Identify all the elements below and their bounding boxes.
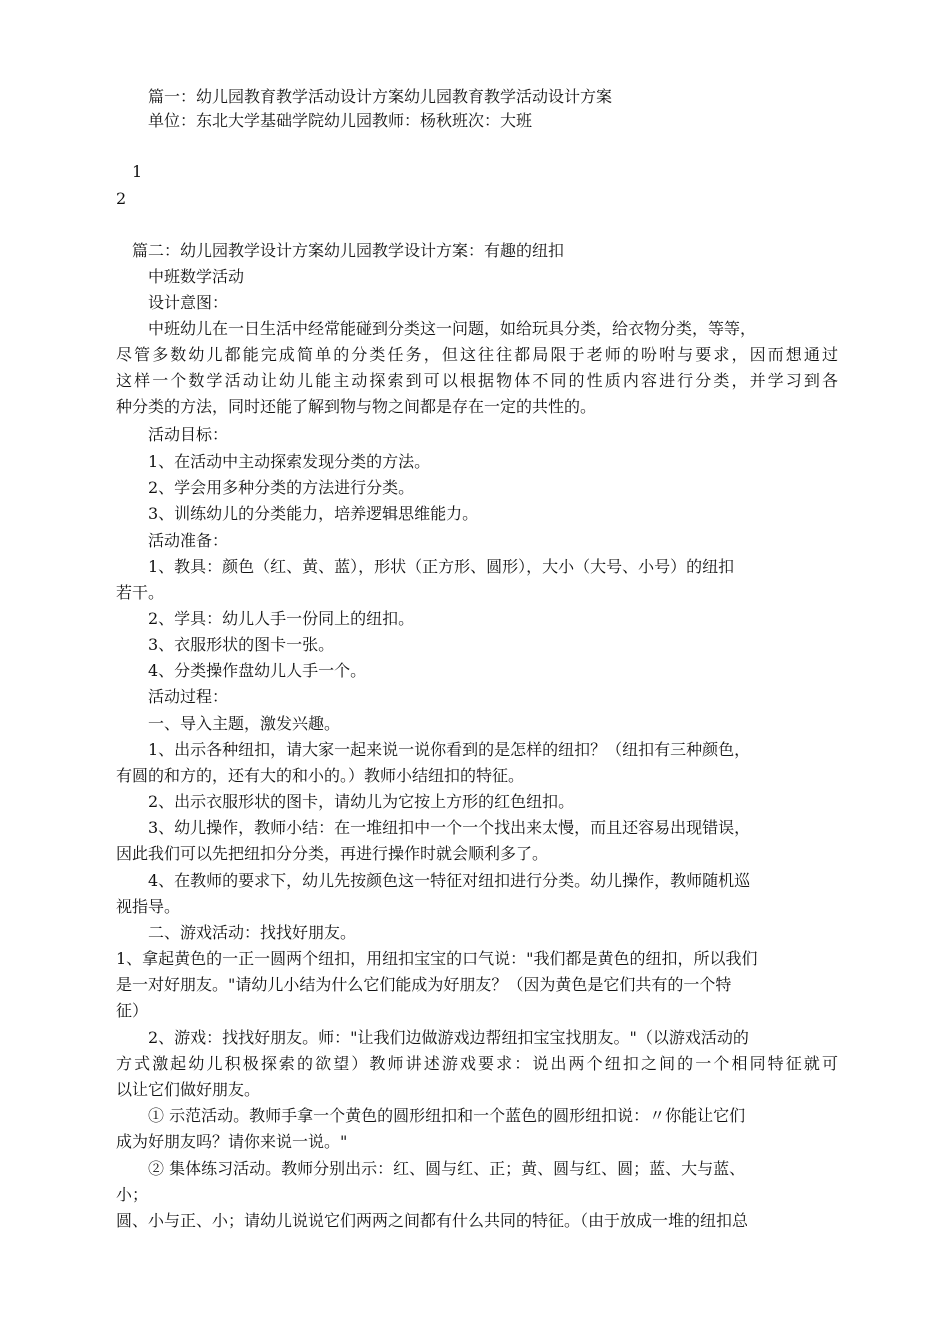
paragraph-line: ① 示范活动。教师手拿一个黄色的圆形纽扣和一个蓝色的圆形纽扣说：〃你能让它们 [148, 1106, 746, 1125]
paragraph-line: ② 集体练习活动。教师分别出示：红、圆与红、正；黄、圆与红、圆；蓝、大与蓝、 [148, 1159, 746, 1178]
paragraph-line: 中班幼儿在一日生活中经常能碰到分类这一问题，如给玩具分类，给衣物分类，等等， [148, 319, 757, 338]
paragraph-line: 2、出示衣服形状的图卡，请幼儿为它按上方形的红色纽扣。 [148, 792, 575, 811]
paragraph-line: 2、学会用多种分类的方法进行分类。 [148, 478, 415, 497]
section-2-title: 篇二：幼儿园教学设计方案幼儿园教学设计方案：有趣的纽扣 [132, 241, 565, 260]
section-1-unit-line: 单位：东北大学基础学院幼儿园教师：杨秋班次：大班 [148, 111, 533, 130]
paragraph-line: 若干。 [116, 583, 165, 602]
paragraph-line: 小； [116, 1185, 149, 1204]
paragraph-line: 种分类的方法，同时还能了解到物与物之间都是存在一定的共性的。 [116, 397, 597, 416]
paragraph-line: 因此我们可以先把纽扣分分类，再进行操作时就会顺利多了。 [116, 844, 549, 863]
paragraph-line: 活动过程： [148, 687, 229, 706]
paragraph-line: 3、训练幼儿的分类能力，培养逻辑思维能力。 [148, 504, 479, 523]
paragraph-line: 1、出示各种纽扣，请大家一起来说一说你看到的是怎样的纽扣？（纽扣有三种颜色， [148, 740, 751, 759]
paragraph-line: 活动目标： [148, 425, 229, 444]
paragraph-line: 方式激起幼儿积极探索的欲望）教师讲述游戏要求：说出两个纽扣之间的一个相同特征就可 [116, 1054, 838, 1073]
paragraph-line: 尽管多数幼儿都能完成简单的分类任务，但这往往都局限于老师的吩咐与要求，因而想通过 [116, 345, 838, 364]
paragraph-line: 征） [116, 1001, 149, 1020]
paragraph-line: 4、分类操作盘幼儿人手一个。 [148, 661, 367, 680]
paragraph-line: 这样一个数学活动让幼儿能主动探索到可以根据物体不同的性质内容进行分类，并学习到各 [116, 371, 838, 390]
paragraph-line: 有圆的和方的，还有大的和小的。）教师小结纽扣的特征。 [116, 766, 525, 785]
paragraph-line: 以让它们做好朋友。 [116, 1080, 261, 1099]
paragraph-line: 3、幼儿操作，教师小结：在一堆纽扣中一个一个找出来太慢，而且还容易出现错误， [148, 818, 751, 837]
paragraph-line: 视指导。 [116, 897, 181, 916]
paragraph-line: 二、游戏活动：找找好朋友。 [148, 923, 357, 942]
paragraph-line: 是一对好朋友。"请幼儿小结为什么它们能成为好朋友？（因为黄色是它们共有的一个特 [116, 975, 732, 994]
paragraph-line: 圆、小与正、小；请幼儿说说它们两两之间都有什么共同的特征。（由于放成一堆的纽扣总 [116, 1211, 749, 1230]
paragraph-line: 活动准备： [148, 531, 229, 550]
paragraph-line: 2、学具：幼儿人手一份同上的纽扣。 [148, 609, 415, 628]
paragraph-line: 成为好朋友吗？请你来说一说。" [116, 1132, 348, 1151]
paragraph-line: 2、游戏：找找好朋友。师："让我们边做游戏边帮纽扣宝宝找朋友。"（以游戏活动的 [148, 1028, 749, 1047]
paragraph-line: 设计意图： [148, 293, 229, 312]
paragraph-line: 1、教具：颜色（红、黄、蓝），形状（正方形、圆形），大小（大号、小号）的纽扣 [148, 557, 735, 576]
paragraph-line: 一、导入主题，激发兴趣。 [148, 714, 341, 733]
paragraph-line: 中班数学活动 [148, 267, 245, 286]
paragraph-line: 1、在活动中主动探索发现分类的方法。 [148, 452, 431, 471]
page-number-2: 2 [116, 189, 127, 208]
section-1-title: 篇一：幼儿园教育教学活动设计方案幼儿园教育教学活动设计方案 [148, 87, 613, 106]
paragraph-line: 4、在教师的要求下，幼儿先按颜色这一特征对纽扣进行分类。幼儿操作，教师随机巡 [148, 871, 751, 890]
paragraph-line: 3、衣服形状的图卡一张。 [148, 635, 335, 654]
paragraph-line: 1、拿起黄色的一正一圆两个纽扣，用纽扣宝宝的口气说："我们都是黄色的纽扣，所以我们 [116, 949, 758, 968]
page-number-1: 1 [132, 162, 143, 181]
